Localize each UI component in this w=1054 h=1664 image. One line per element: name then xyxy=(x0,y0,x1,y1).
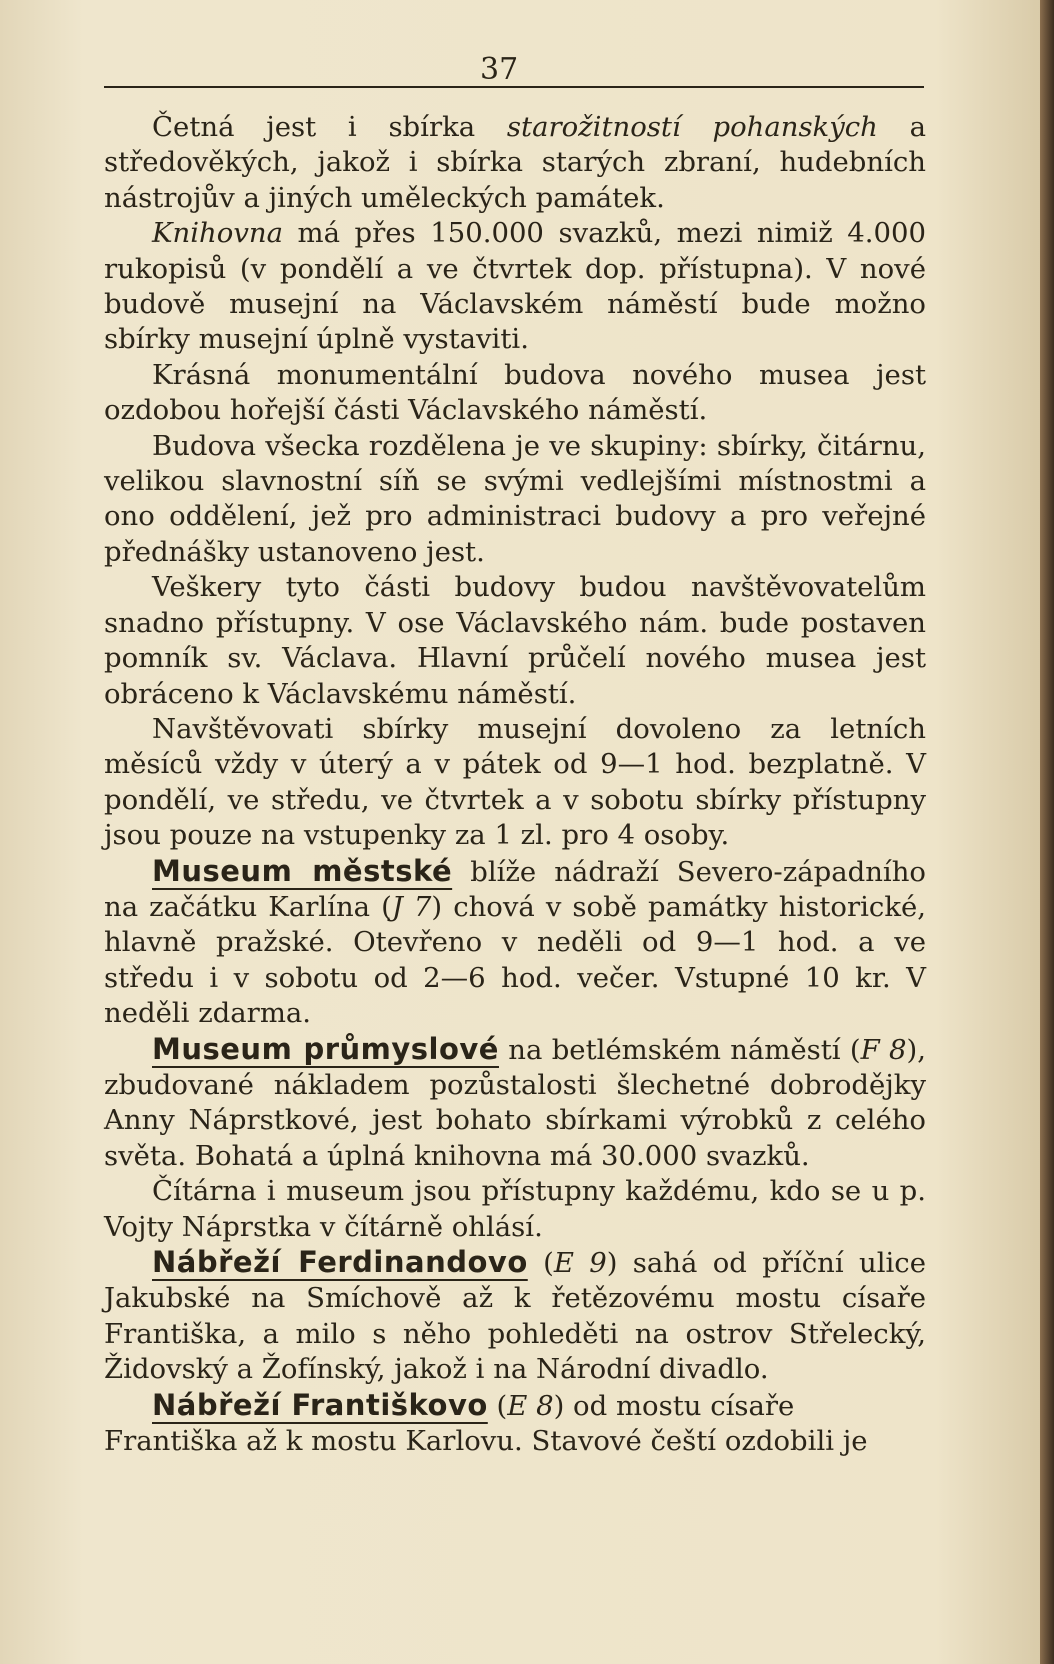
text-span: na betlémském náměstí ( xyxy=(498,1033,861,1066)
text-span: Četná jest i sbírka xyxy=(152,111,507,143)
heading-nabrezi-frantiskovo: Nábřeží Františkovo xyxy=(152,1387,488,1422)
paragraph-library xyxy=(104,216,926,358)
entry-museum-mestske xyxy=(104,854,926,1032)
text-span: má přes 150.000 svazků, mezi nimiž 4.000 rukopisů (v pondělí a ve čtvrtek dop. přístupna). V nové budově musejní na Václavském náměstí bude možno sbírky musejní úplně vystaviti. xyxy=(104,217,926,356)
text-span: blíže nádraží Severo-západního na začátku Karlína ( xyxy=(104,855,926,923)
map-ref: F 8 xyxy=(860,1033,907,1066)
text-span: ( xyxy=(487,1389,508,1422)
heading-nabrezi-ferdinandovo: Nábřeží Ferdinandovo xyxy=(152,1245,528,1279)
emphasis-library: Knihovna xyxy=(152,217,283,250)
text-span: ), zbudované nákladem pozůstalosti šlechetné dobrodějky Anny Náprstkové, jest bohato sbírkami výrobků z celého světa. Bohatá a úplná knihovna má 30.000 svazků. xyxy=(104,1033,927,1172)
text-span: ) sahá od příční ulice Jakubské na Smíchově až k řetězovému mostu císaře Františka, a milo s něho pohleděti na ostrov Střelecký, Židovský a Žofínský, jakož i na Národní divadlo. xyxy=(104,1247,926,1386)
paragraph-building: Krásná monumentální budova nového musea jest ozdobou hořejší části Václavského náměstí. xyxy=(104,358,926,427)
map-ref: E 9 xyxy=(553,1247,607,1279)
header-rule xyxy=(104,86,924,88)
paragraph-collections xyxy=(104,110,926,216)
paragraph-access: Veškery tyto části budovy budou navštěvovatelům snadno přístupny. V ose Václavského nám. bude postaven pomník sv. Václava. Hlavní průčelí nového musea jest obráceno k Václavskému náměstí. xyxy=(104,571,926,710)
paragraph-visiting: Navštěvovati sbírky musejní dovoleno za letních měsíců vždy v úterý a v pátek od 9—1 hod. bezplatně. V pondělí, ve středu, ve čtvrtek a v sobotu sbírky přístupny jsou pouze na vstupenky za 1 zl. pro 4 osoby. xyxy=(104,712,926,852)
paragraph-divisions: Budova všecka rozdělena je ve skupiny: sbírky, čitárnu, velikou slavnostní síň se svými vedlejšími místnostmi a ono oddělení, jež pro administraci budovy a pro veřejné přednášky ustanoveno jest. xyxy=(104,429,926,568)
paragraph-reading-room: Čítárna i museum jsou přístupny každému, kdo se u p. Vojty Náprstka v čítárně ohlásí. xyxy=(104,1175,926,1243)
heading-museum-mestske: Museum městské xyxy=(152,853,453,888)
entry-nabrezi-ferdinandovo xyxy=(104,1245,926,1388)
text-span: ) od mostu císaře Františka až k mostu Karlovu. Stavové čeští ozdobili je xyxy=(104,1389,868,1458)
text-span: ) chová v sobě památky historické, hlavně pražské. Otevřeno v neděli od 9—1 hod. a ve středu i v sobotu od 2—6 hod. večer. Vstupné 10 kr. V neděli zdarma. xyxy=(104,890,927,1030)
page-body xyxy=(104,110,926,1459)
entry-nabrezi-frantiskovo xyxy=(104,1388,926,1460)
text-span: a středověkých, jakož i sbírka starých zbraní, hudebních nástrojův a jiných uměleckých památek. xyxy=(104,111,927,214)
book-spine-edge xyxy=(1040,0,1054,1664)
map-ref: E 8 xyxy=(507,1389,554,1422)
page-number: 37 xyxy=(480,52,519,87)
heading-museum-prumyslove: Museum průmyslové xyxy=(152,1031,499,1066)
emphasis-antiquities: starožitností pohanských xyxy=(506,111,878,143)
entry-museum-prumyslove xyxy=(104,1032,926,1175)
map-ref: J 7 xyxy=(391,890,432,923)
text-span: ( xyxy=(527,1247,554,1279)
